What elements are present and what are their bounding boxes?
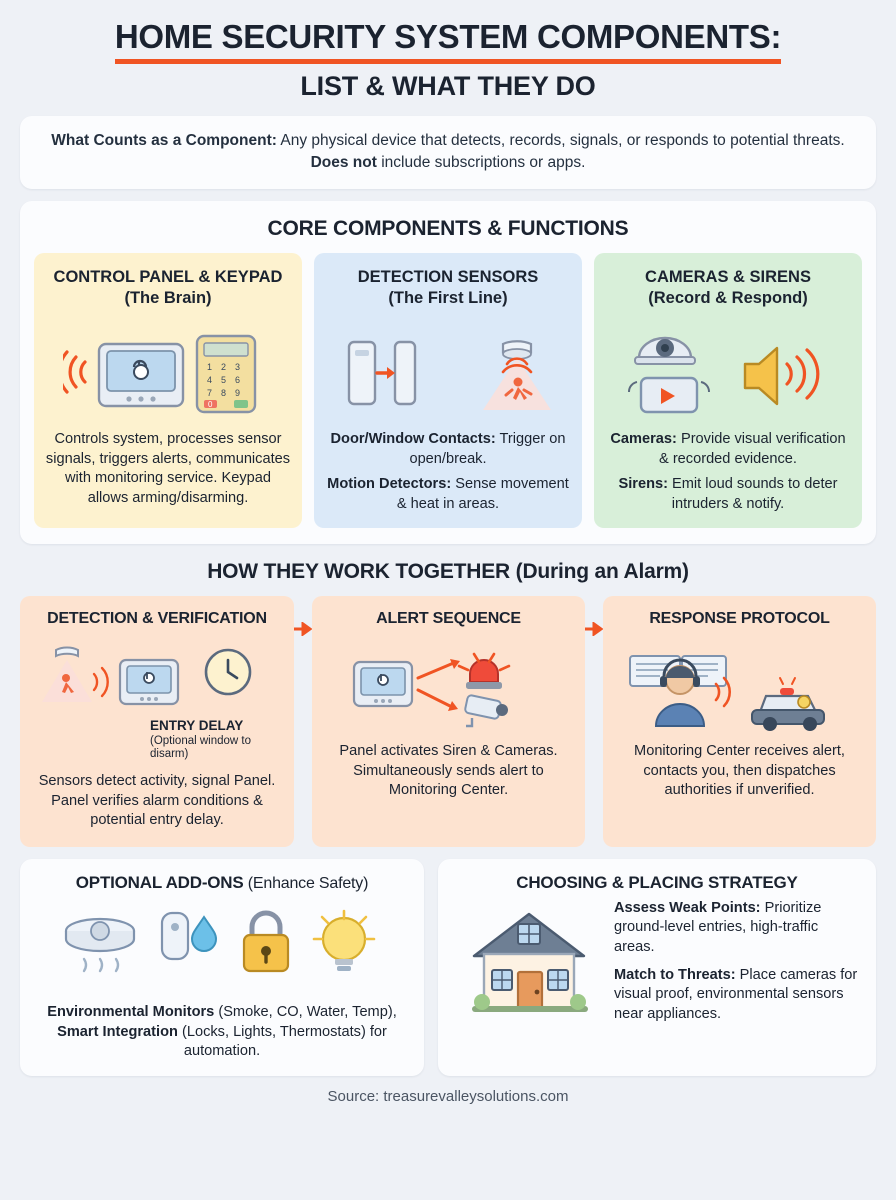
operator-icon	[620, 640, 860, 732]
house-icon	[456, 900, 602, 1024]
addons-title	[36, 873, 408, 893]
title-line-1: HOME SECURITY SYSTEM COMPONENTS:	[115, 18, 781, 64]
addons-body-text-1: (Smoke, CO, Water, Temp),	[214, 1003, 397, 1020]
flow-heading-bold: HOW THEY WORK TOGETHER	[207, 560, 511, 584]
siren-light-icon	[459, 654, 509, 689]
strategy-art	[454, 900, 604, 1024]
svg-text:8: 8	[221, 388, 227, 399]
core-section-heading: CORE COMPONENTS & FUNCTIONS	[267, 216, 629, 240]
entry-delay-title: ENTRY DELAY	[150, 718, 244, 734]
flow-step-detection	[20, 596, 294, 846]
core-card-3-line2-label: Sirens:	[618, 476, 668, 493]
page-title	[20, 18, 876, 102]
svg-text:5: 5	[221, 375, 227, 386]
flow-step-2-art	[324, 638, 573, 734]
core-card-2-line2-label: Motion Detectors:	[327, 476, 452, 493]
core-card-3-body	[604, 430, 852, 514]
flow-heading-rest: (During an Alarm)	[510, 560, 689, 584]
svg-text:7: 7	[207, 388, 213, 399]
core-card-3-line1-text: Provide visual verification & recorded evidence.	[659, 431, 846, 467]
addons-body-text-2: (Locks, Lights, Thermostats) for automation.	[177, 1023, 387, 1060]
strategy-p2-text: Place cameras for visual proof, environmental sensors near appliances.	[614, 966, 858, 1023]
addons-body-bold-2: Smart Integration	[57, 1023, 178, 1040]
core-card-2-body	[324, 430, 572, 514]
flow-row	[20, 596, 876, 846]
definition-text: Any physical device that detects, records, signals, or responds to potential threats.	[276, 131, 845, 149]
core-components-section	[20, 201, 876, 544]
strategy-p1-label: Assess Weak Points:	[614, 899, 761, 916]
addons-body-bold-1: Environmental Monitors	[47, 1003, 215, 1020]
core-card-3-art	[604, 316, 852, 424]
core-card-2-subtitle: (The First Line)	[388, 288, 508, 307]
core-card-2-line1-label: Door/Window Contacts:	[330, 431, 496, 448]
core-card-2-line2-text: Sense movement & heat in areas.	[396, 476, 569, 512]
core-card-3-line1-label: Cameras:	[610, 431, 677, 448]
definition-box	[20, 116, 876, 189]
core-card-1-title: CONTROL PANEL & KEYPAD	[53, 267, 283, 286]
core-card-3-line2-text: Emit loud sounds to deter intruders & notify.	[667, 476, 838, 512]
flow-section-heading	[20, 560, 876, 584]
optional-addons-card	[20, 859, 424, 1077]
strategy-title: CHOOSING & PLACING STRATEGY	[516, 872, 798, 892]
water-leak-sensor-icon	[162, 913, 216, 959]
svg-text:1: 1	[207, 362, 213, 373]
definition-bold-2: Does not	[310, 154, 377, 172]
strategy-p2-label: Match to Threats:	[614, 966, 736, 983]
svg-text:4: 4	[207, 375, 213, 386]
svg-text:3: 3	[235, 362, 241, 373]
addons-title-bold: OPTIONAL ADD-ONS	[75, 872, 244, 892]
core-card-2-art	[324, 316, 572, 424]
core-card-3-title: CAMERAS & SIRENS	[645, 267, 811, 286]
strategy-p1-text: Prioritize ground-level entries, high-traffic areas.	[614, 899, 822, 956]
definition-text-2: include subscriptions or apps.	[376, 154, 586, 172]
flow-step-3-art	[615, 638, 864, 734]
core-card-2-line1-text: Trigger on open/break.	[409, 431, 566, 467]
core-card-1-body-text: Controls system, processes sensor signals, triggers alerts, communicates with monitoring service. Keypad allows arming/disarming.	[45, 431, 291, 506]
flow-step-3-body: Monitoring Center receives alert, contacts you, then dispatches authorities if unverified.	[634, 743, 845, 799]
flow-step-2-body: Panel activates Siren & Cameras. Simultaneously sends alert to Monitoring Center.	[339, 743, 558, 799]
core-card-control-panel	[34, 253, 302, 528]
bottom-row	[20, 859, 876, 1077]
core-card-detection-sensors	[314, 253, 582, 528]
core-card-2-title: DETECTION SENSORS	[357, 267, 539, 286]
addons-title-light: (Enhance Safety)	[243, 874, 369, 892]
core-card-1-subtitle: (The Brain)	[124, 288, 212, 307]
core-card-1-art	[44, 316, 292, 424]
strategy-body	[614, 899, 860, 1025]
smoke-detector-icon	[52, 905, 392, 993]
svg-text:9: 9	[235, 388, 241, 399]
flow-step-response	[603, 596, 876, 846]
smart-lock-icon	[244, 913, 288, 971]
source-credit: Source: treasurevalleysolutions.com	[327, 1088, 569, 1106]
flow-step-1-title: DETECTION & VERIFICATION	[47, 610, 267, 628]
dome-camera-icon	[613, 320, 843, 420]
core-card-1-body	[44, 430, 292, 508]
flow-arrow-1-icon	[294, 622, 312, 636]
touch-panel-icon	[63, 320, 273, 420]
core-card-3-subtitle: (Record & Respond)	[648, 288, 808, 307]
flow-step-alert	[312, 596, 585, 846]
flow-arrow-2-icon	[585, 622, 603, 636]
svg-text:6: 6	[235, 375, 241, 386]
control-panel-icon	[344, 640, 554, 732]
core-card-cameras-sirens	[594, 253, 862, 528]
flow-step-1-body: Sensors detect activity, signal Panel. Panel verifies alarm conditions & potential entry delay.	[38, 773, 276, 829]
security-camera-icon	[464, 695, 507, 726]
smart-bulb-icon	[314, 911, 374, 971]
entry-delay-sub: (Optional window to disarm)	[150, 734, 251, 761]
police-car-icon	[752, 678, 824, 731]
addons-art	[36, 903, 408, 995]
definition-label: What Counts as a Component:	[51, 131, 277, 149]
svg-text:0: 0	[208, 400, 213, 410]
door-contact-icon	[333, 320, 563, 420]
flow-step-2-title: ALERT SEQUENCE	[376, 610, 521, 628]
svg-text:2: 2	[221, 362, 227, 373]
title-line-2: LIST & WHAT THEY DO	[300, 70, 596, 101]
addons-body	[36, 1003, 408, 1063]
strategy-card	[438, 859, 876, 1077]
flow-step-3-title: RESPONSE PROTOCOL	[649, 610, 830, 628]
